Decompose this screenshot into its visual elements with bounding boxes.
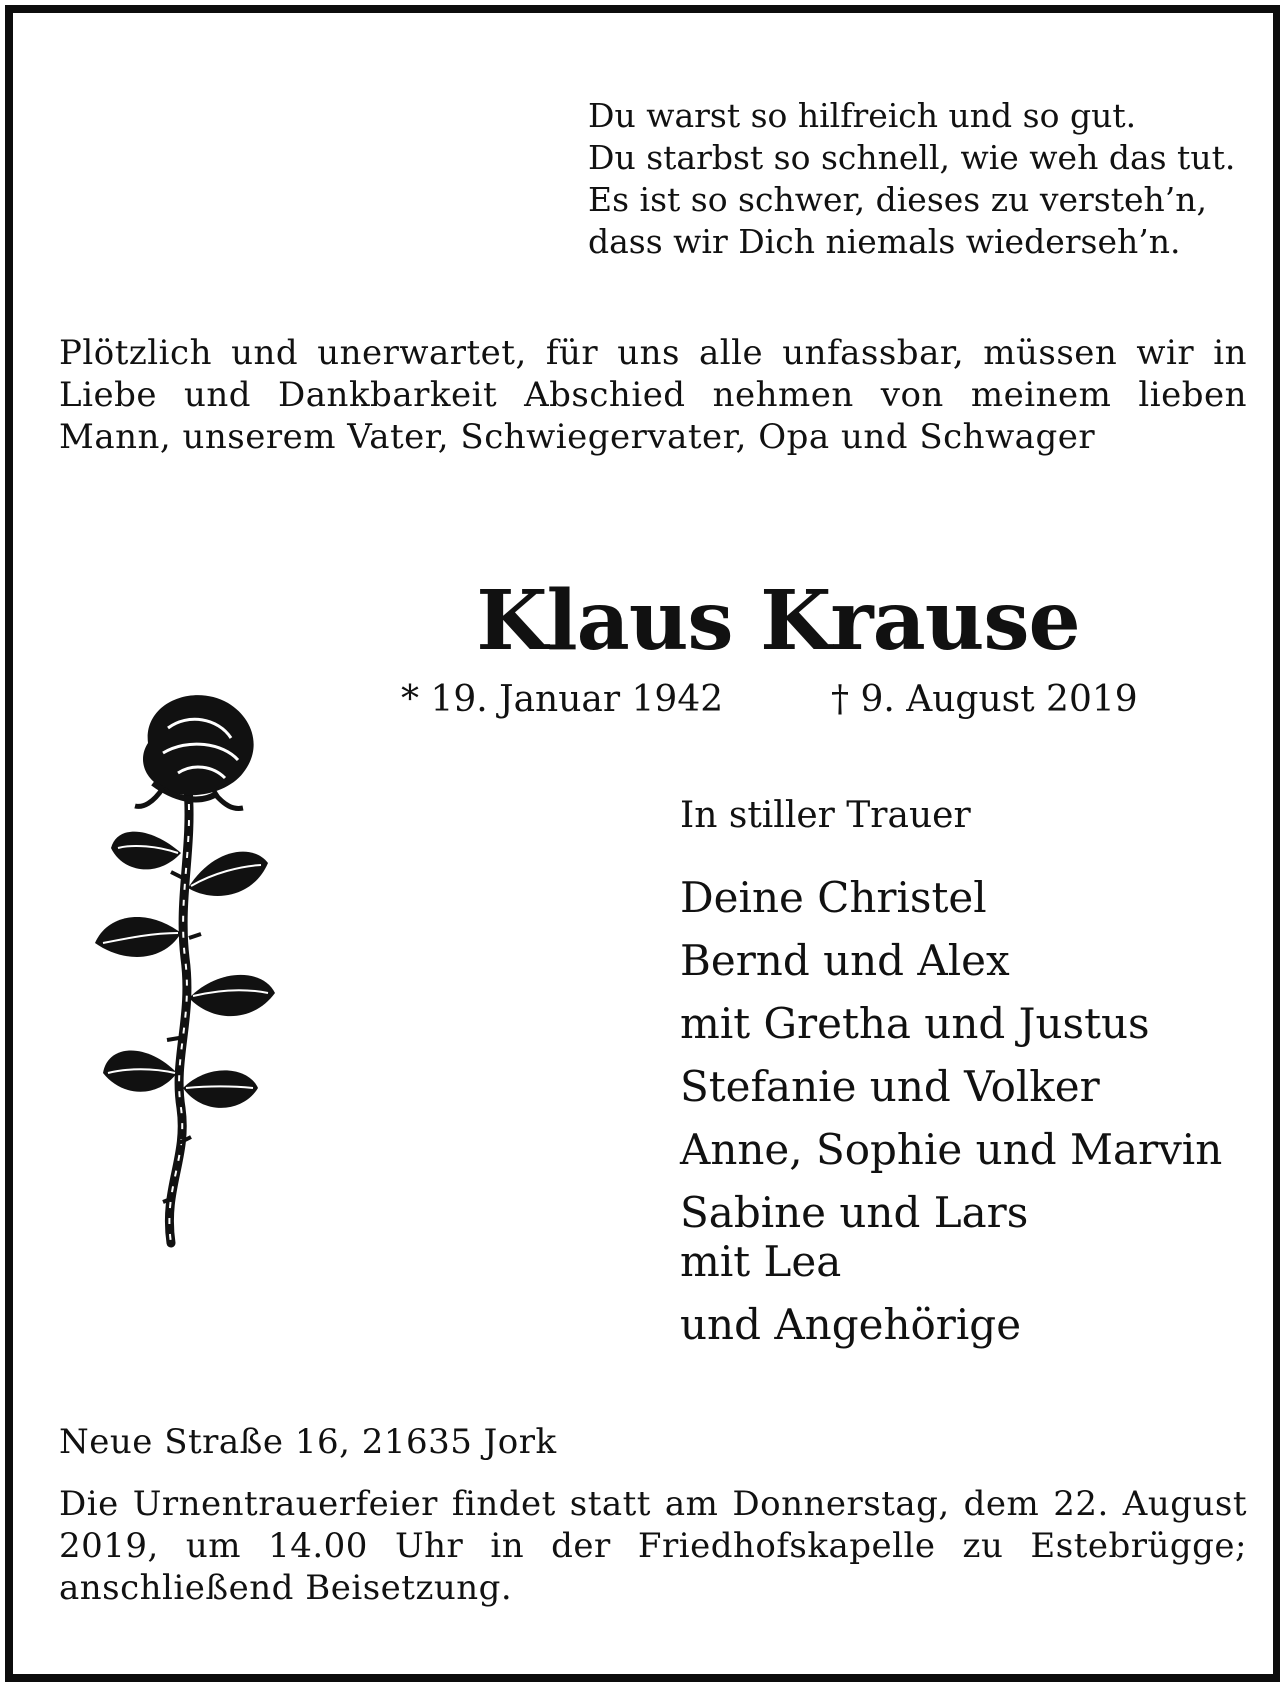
poem-line: Du warst so hilfreich und so gut. [588, 96, 1137, 135]
family-list [680, 873, 1270, 1363]
deceased-name: Klaus Krause [476, 573, 1080, 669]
poem-line: Du starbst so schnell, wie weh das tut. [588, 138, 1236, 177]
poem-line: dass wir Dich niemals wiederseh’n. [588, 222, 1181, 261]
family-entry: Stefanie und Volker [680, 1062, 1100, 1111]
death-date: † 9. August 2019 [831, 679, 1138, 720]
birth-date: * 19. Januar 1942 [401, 679, 724, 720]
ceremony-notice: Die Urnentrauerfeier findet statt am Donnerstag, dem 22. August 2019, um 14.00 Uhr in der Friedhofskapelle zu Estebrügge; anschließend Beisetzung. [59, 1484, 1247, 1608]
intro-text: Plötzlich und unerwartet, für uns alle unfassbar, müssen wir in Liebe und Dankbarkeit Abschied nehmen von meinem lieben Mann, unserem Vater, Schwiegervater, Opa und Schwager [59, 333, 1247, 457]
obituary-frame [5, 5, 1280, 1682]
address: Neue Straße 16, 21635 Jork [59, 1422, 557, 1462]
family-entry: Anne, Sophie und Marvin [680, 1125, 1223, 1174]
poem-line: Es ist so schwer, dieses zu versteh’n, [588, 180, 1208, 219]
family-entry: und Angehörige [680, 1300, 1022, 1349]
poem [588, 95, 1268, 263]
family-entry: Bernd und Alex [680, 936, 1010, 985]
family-entry: Sabine und Lars mit Lea [680, 1188, 1029, 1286]
mourning-heading: In stiller Trauer [680, 795, 971, 836]
family-entry: mit Gretha und Justus [680, 999, 1150, 1048]
family-entry: Deine Christel [680, 873, 987, 922]
rose-icon [93, 688, 283, 1248]
